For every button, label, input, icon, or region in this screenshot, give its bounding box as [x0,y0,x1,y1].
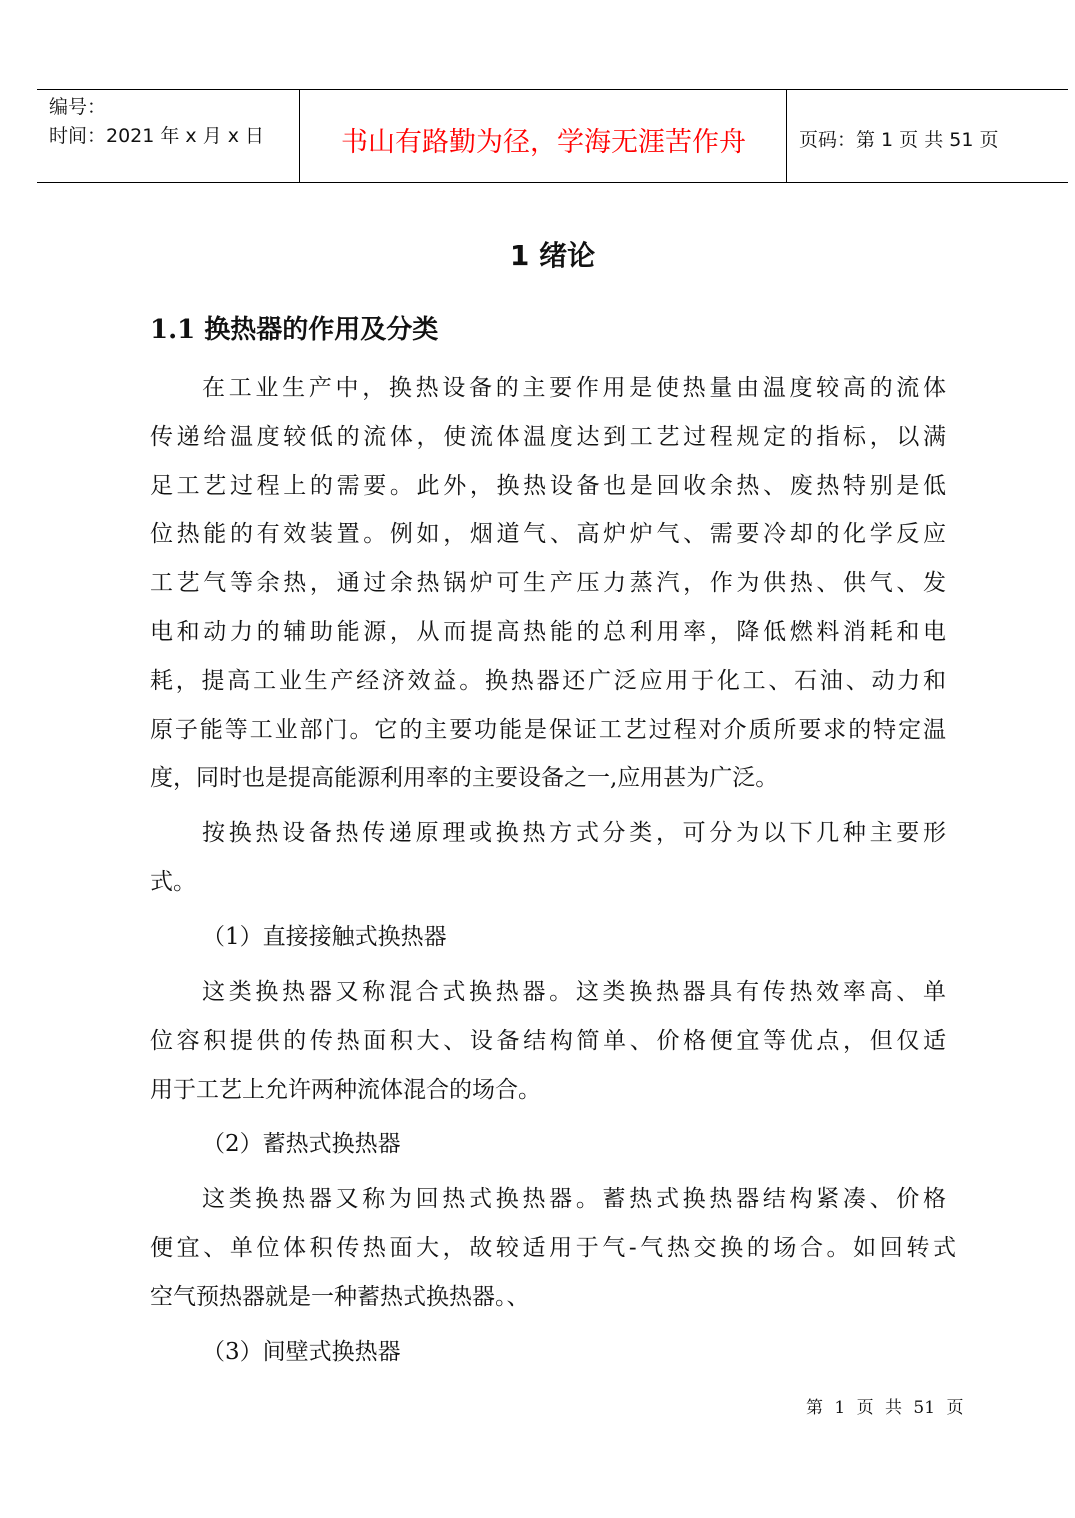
section-heading: 1.1 换热器的作用及分类 [150,315,439,345]
paragraph-line: （2）蓄热式换热器 [202,1131,401,1157]
chapter-title: 1 绪论 [509,239,596,272]
paragraph-line: 位容积提供的传热面积大、设备结构简单、价格便宜等优点，但仅适 [150,1027,946,1054]
document-header-table [37,89,1068,183]
paragraph-line: 这类换热器又称混合式换热器。这类换热器具有传热效率高、单 [202,979,946,1005]
paragraph-line: 传递给温度较低的流体，使流体温度达到工艺过程规定的指标，以满 [150,423,946,450]
paragraph-line: （1）直接接触式换热器 [202,924,447,950]
paragraph-line: 用于工艺上允许两种流体混合的场合。 [150,1076,541,1103]
paragraph-line: 便宜、单位体积传热面大，故较适用于气-气热交换的场合。如回转式 [150,1234,956,1261]
paragraph-line: 原子能等工业部门。它的主要功能是保证工艺过程对介质所要求的特定温 [150,716,946,743]
paragraph-line: 工艺气等余热，通过余热锅炉可生产压力蒸汽，作为供热、供气、发 [150,570,946,597]
paragraph-line: 在工业生产中，换热设备的主要作用是使热量由温度较高的流体 [202,375,946,401]
paragraph-line: 耗，提高工业生产经济效益。换热器还广泛应用于化工、石油、动力和 [150,667,946,694]
paragraph-line: （3）间壁式换热器 [202,1339,401,1365]
time-label: 时间：2021 年 x 月 x 日 [49,125,265,147]
paragraph-line: 电和动力的辅助能源，从而提高热能的总利用率，降低燃料消耗和电 [150,619,946,645]
paragraph-line: 这类换热器又称为回热式换热器。蓄热式换热器结构紧凑、价格 [202,1186,946,1212]
paragraph-line: 位热能的有效装置。例如，烟道气、高炉炉气、需要冷却的化学反应 [150,521,946,548]
paragraph-line: 度，同时也是提高能源利用率的主要设备之一,应用甚为广泛。 [150,765,779,792]
motto: 书山有路勤为径，学海无涯苦作舟 [341,127,746,158]
paragraph-line: 空气预热器就是一种蓄热式换热器。、 [150,1283,530,1310]
paragraph-line: 足工艺过程上的需要。此外，换热设备也是回收余热、废热特别是低 [150,472,946,499]
page-info: 页码：第 1 页 共 51 页 [799,129,999,151]
paragraph-line: 按换热设备热传递原理或换热方式分类，可分为以下几种主要形 [202,820,946,846]
serial-label: 编号： [49,96,107,118]
paragraph-line: 式。 [150,868,196,895]
page-footer: 第 1 页 共 51 页 [806,1398,964,1418]
